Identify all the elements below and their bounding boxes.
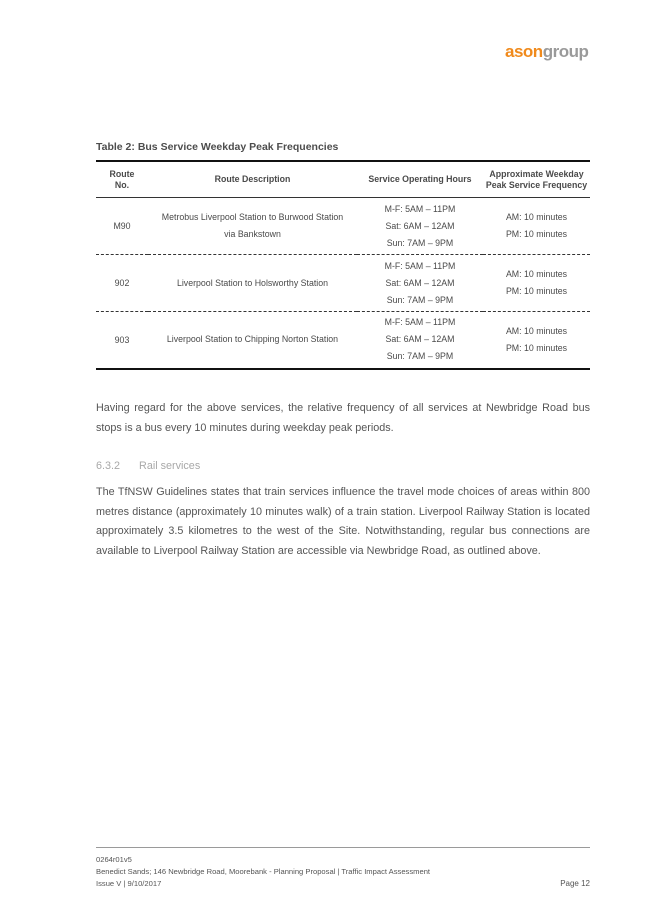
header-hours: Service Operating Hours [368,174,472,184]
route-description: Liverpool Station to Holsworthy Station [176,277,329,288]
company-logo: asongroup [505,42,589,61]
peak-frequency: AM: 10 minutes PM: 10 minutes [505,325,568,353]
footer-reference: 0264r01v5 [96,855,132,864]
operating-hours: M-F: 5AM – 11PM Sat: 6AM – 12AM Sun: 7AM – 9PM [384,203,456,248]
route-number: M90 [113,221,131,231]
table-row [96,255,590,312]
header-frequency: Approximate Weekday Peak Service Frequency [485,168,588,190]
section-heading [96,460,200,472]
operating-hours: M-F: 5AM – 11PM Sat: 6AM – 12AM Sun: 7AM – 9PM [384,317,456,362]
header-route: Route No. [109,168,135,190]
table-caption: Table 2: Bus Service Weekday Peak Frequencies [96,141,339,153]
table-header-row [96,161,590,198]
section-title: Rail services [139,460,201,472]
route-number: 902 [114,278,130,288]
operating-hours: M-F: 5AM – 11PM Sat: 6AM – 12AM Sun: 7AM – 9PM [384,260,456,305]
footer-project: Benedict Sands; 146 Newbridge Road, Moorebank - Planning Proposal | Traffic Impact Assessment [96,867,431,876]
peak-frequency: AM: 10 minutes PM: 10 minutes [505,212,568,239]
footer-issue: Issue V | 9/10/2017 [96,879,162,888]
route-description: Metrobus Liverpool Station to Burwood Station via Bankstown [161,212,344,239]
header-description: Route Description [214,174,291,184]
paragraph-bus-frequency: Having regard for the above services, the relative frequency of all services at Newbridge Road bus stops is a bus every 10 minutes during weekday peak periods. [96,402,590,434]
route-number: 903 [114,334,130,345]
peak-frequency: AM: 10 minutes PM: 10 minutes [505,269,568,296]
table-row [96,198,590,255]
page-number: Page 12 [560,879,590,888]
bus-frequency-table [96,160,590,370]
footer-divider [96,847,590,848]
section-number: 6.3.2 [96,460,121,472]
route-description: Liverpool Station to Chipping Norton Station [166,334,339,345]
table-row [96,312,590,369]
paragraph-rail-services: The TfNSW Guidelines states that train services influence the travel mode choices of areas within 800 metres distance (approximately 10 minutes walk) of a train station. Liverpool Railway Station is located approximately 3.5 kilometres to the west of the Site. Notwithstanding, regular bus connections are available to Liverpool Railway Station are accessible via Newbridge Road, as outlined above. [96,486,590,557]
